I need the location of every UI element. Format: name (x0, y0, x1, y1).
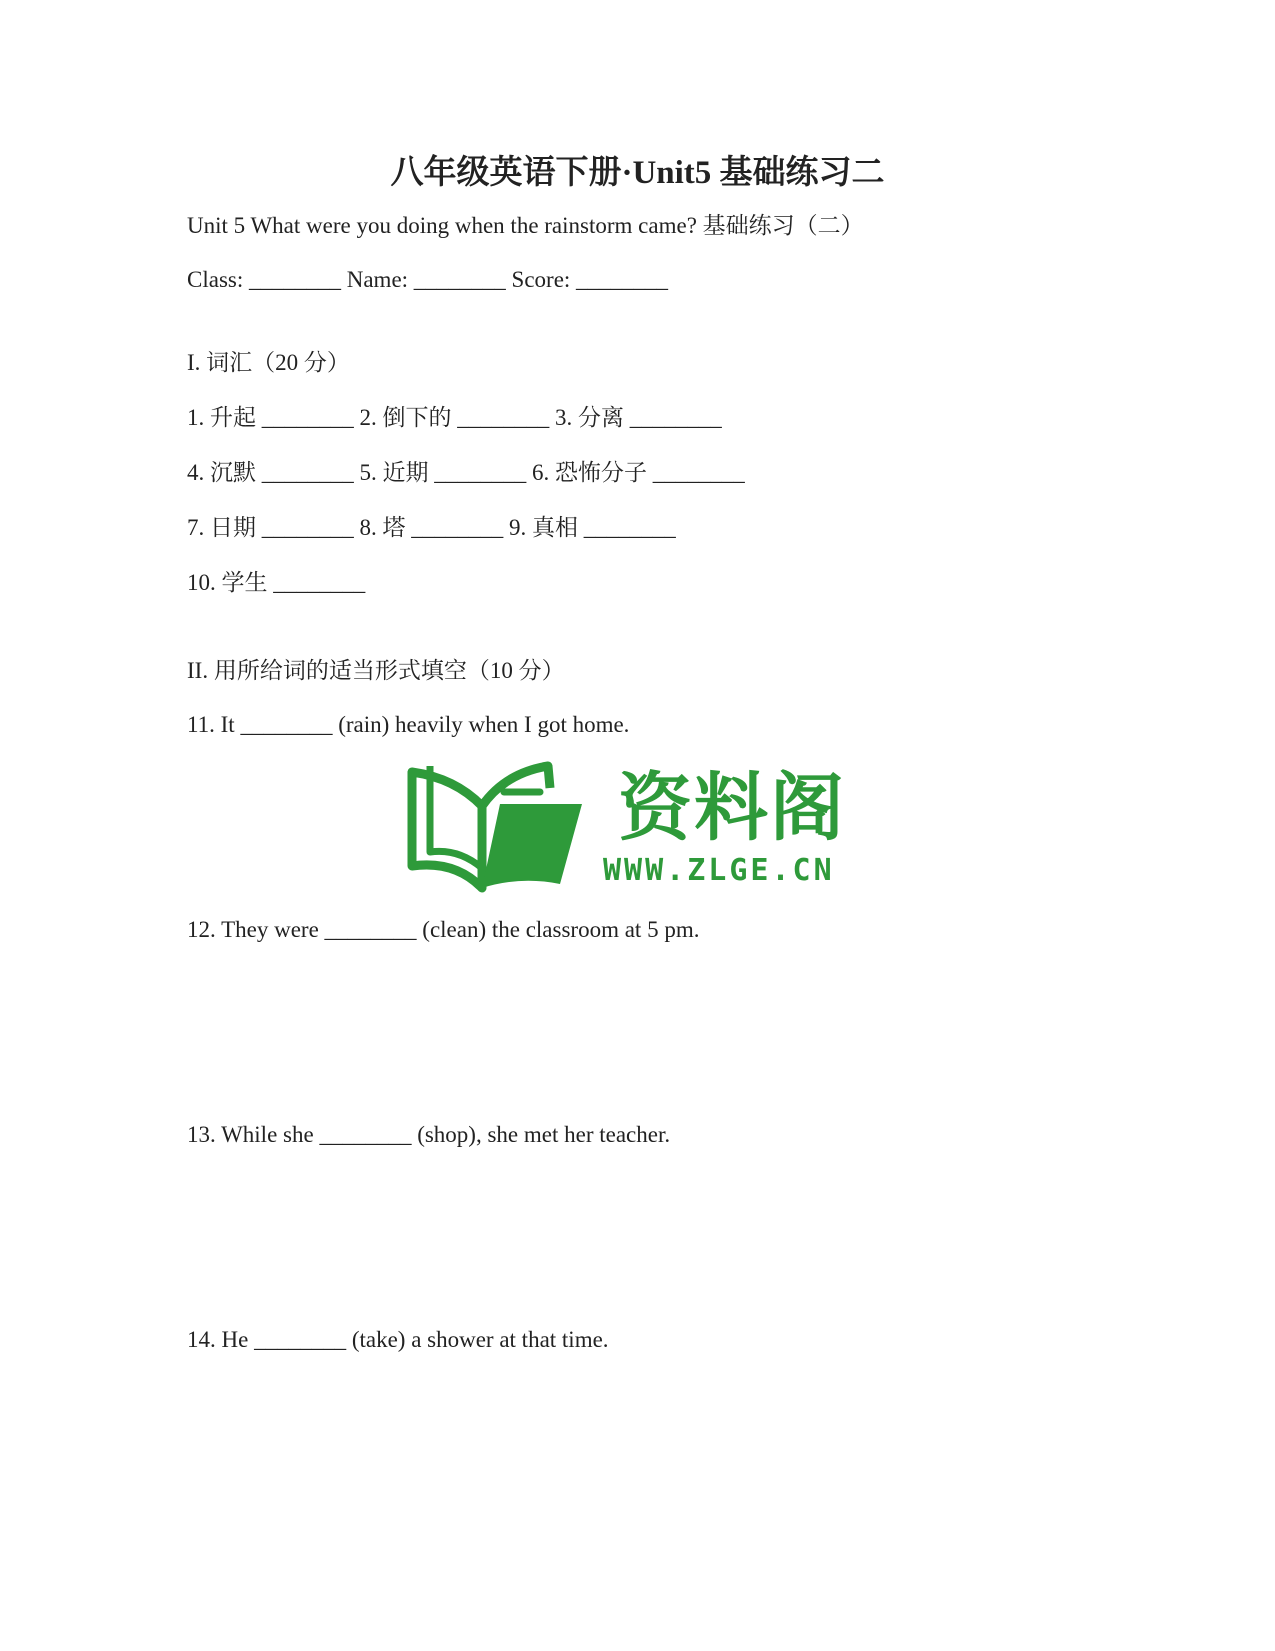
question-12: 12. They were ________ (clean) the classroom at 5 pm. (187, 917, 700, 942)
subtitle: Unit 5 What were you doing when the rainstorm came? 基础练习（二） (187, 213, 864, 238)
vocab-row-1: 1. 升起 ________ 2. 倒下的 ________ 3. 分离 ________ (187, 405, 722, 430)
page-title: 八年级英语下册·Unit5 基础练习二 (390, 155, 885, 191)
section-1-heading: I. 词汇（20 分） (187, 350, 350, 375)
question-13: 13. While she ________ (shop), she met her teacher. (187, 1122, 671, 1147)
open-book-folder-icon (400, 748, 600, 898)
student-info-line: Class: ________ Name: ________ Score: ________ (187, 267, 669, 292)
question-14: 14. He ________ (take) a shower at that time. (187, 1327, 609, 1352)
watermark-url: WWW.ZLGE.CN (603, 853, 835, 888)
vocab-row-4: 10. 学生 ________ (187, 570, 366, 595)
section-2-heading: II. 用所给词的适当形式填空（10 分） (187, 658, 565, 683)
vocab-row-3: 7. 日期 ________ 8. 塔 ________ 9. 真相 ________ (187, 515, 676, 540)
watermark (400, 748, 870, 898)
vocab-row-2: 4. 沉默 ________ 5. 近期 ________ 6. 恐怖分子 ________ (187, 460, 745, 485)
question-11: 11. It ________ (rain) heavily when I got home. (187, 712, 630, 737)
watermark-title: 资料阁 (618, 765, 846, 851)
